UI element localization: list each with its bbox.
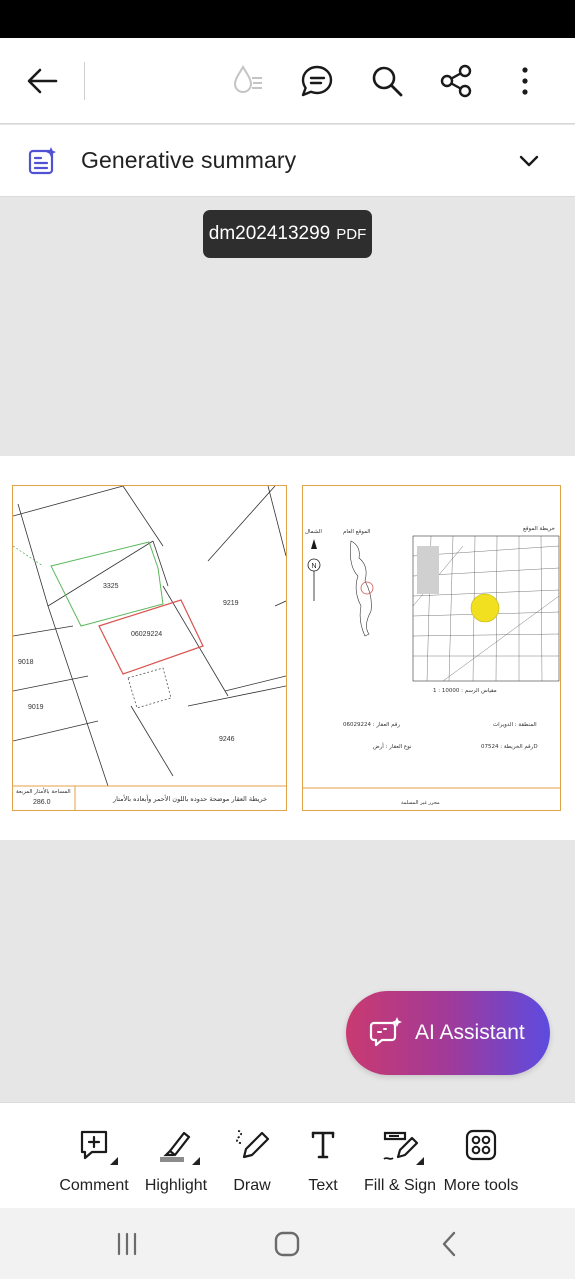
tool-label: Draw	[233, 1177, 271, 1194]
parcel-label: 9246	[219, 736, 235, 743]
status-bar	[0, 0, 575, 38]
general-location-title: الموقع العام	[343, 529, 371, 535]
parcel-label: 9019	[28, 704, 44, 711]
tool-label: Text	[308, 1177, 338, 1194]
ai-assistant-icon	[369, 1015, 405, 1051]
district-label: المنطقة : الدويرات	[493, 722, 537, 728]
area-label: المساحة بالأمتار المربعة	[16, 789, 71, 795]
document-name-badge	[203, 210, 372, 258]
generative-summary-bar[interactable]	[0, 125, 575, 197]
recent-apps-icon[interactable]	[107, 1228, 147, 1260]
tool-more-tools[interactable]	[444, 1103, 518, 1209]
map-caption: خريطة العقار موضحة حدوده باللون الأحمر وأبعاده بالأمتار	[113, 795, 268, 803]
pencil-draw-icon	[232, 1125, 272, 1165]
pdf-page[interactable]	[0, 456, 575, 840]
parcel-label: 9219	[223, 600, 239, 607]
home-icon[interactable]	[267, 1228, 307, 1260]
ai-assistant-button[interactable]	[346, 991, 550, 1075]
grid-tools-icon	[461, 1125, 501, 1165]
location-map-pane	[302, 485, 561, 811]
tool-draw[interactable]	[222, 1103, 282, 1209]
search-icon[interactable]	[366, 60, 408, 102]
map-scale: مقياس الرسم : 10000 : 1	[433, 688, 497, 694]
property-type-label: نوع العقار : أرض	[373, 744, 412, 750]
property-number-label: رقم العقار : 06029224	[343, 722, 401, 728]
tool-label: More tools	[443, 1177, 519, 1194]
tool-highlight[interactable]	[140, 1103, 212, 1209]
text-T-icon	[303, 1125, 343, 1165]
tool-fill-sign[interactable]	[362, 1103, 438, 1209]
more-options-icon[interactable]	[504, 60, 546, 102]
back-arrow-icon[interactable]	[21, 60, 63, 102]
map-number-label: رقم الخريطة : 07524D	[481, 744, 538, 750]
generative-summary-icon	[27, 145, 59, 177]
ai-assistant-label: AI Assistant	[415, 1021, 525, 1044]
chevron-down-icon[interactable]	[514, 147, 544, 175]
comment-list-icon[interactable]	[296, 60, 338, 102]
parcel-label: 9018	[18, 659, 34, 666]
generative-summary-label: Generative summary	[81, 147, 297, 173]
location-map-drawing	[303, 486, 560, 810]
map-footer: محرر غير المسلمة	[401, 800, 440, 806]
expand-indicator-icon	[416, 1157, 424, 1165]
tool-comment[interactable]	[58, 1103, 130, 1209]
tool-text[interactable]	[298, 1103, 348, 1209]
top-toolbar	[0, 38, 575, 124]
document-name: dm202413299	[208, 223, 331, 244]
tool-label: Fill & Sign	[363, 1177, 437, 1194]
document-extension: PDF	[336, 225, 367, 243]
area-value: 286.0	[33, 799, 51, 806]
parcel-label-subject: 06029224	[131, 631, 163, 638]
highlighter-icon	[156, 1125, 196, 1165]
cadastral-map-pane	[12, 485, 287, 811]
expand-indicator-icon	[192, 1157, 200, 1165]
north-arrow-icon: N	[311, 563, 317, 570]
system-navigation-bar	[0, 1208, 575, 1279]
share-icon[interactable]	[435, 60, 477, 102]
tool-label: Comment	[59, 1177, 129, 1194]
comment-add-icon	[74, 1125, 114, 1165]
location-map-title: خريطة الموقع	[523, 526, 555, 532]
liquid-mode-icon[interactable]	[227, 60, 269, 102]
parcel-label: 3325	[103, 583, 119, 590]
system-back-icon[interactable]	[429, 1228, 469, 1260]
toolbar-divider	[84, 62, 85, 100]
bottom-tools-bar	[0, 1102, 575, 1208]
tool-label: Highlight	[144, 1177, 208, 1194]
north-label: الشمال	[305, 529, 322, 535]
expand-indicator-icon	[110, 1157, 118, 1165]
cadastral-map-drawing	[13, 486, 286, 810]
fill-sign-icon	[380, 1125, 420, 1165]
